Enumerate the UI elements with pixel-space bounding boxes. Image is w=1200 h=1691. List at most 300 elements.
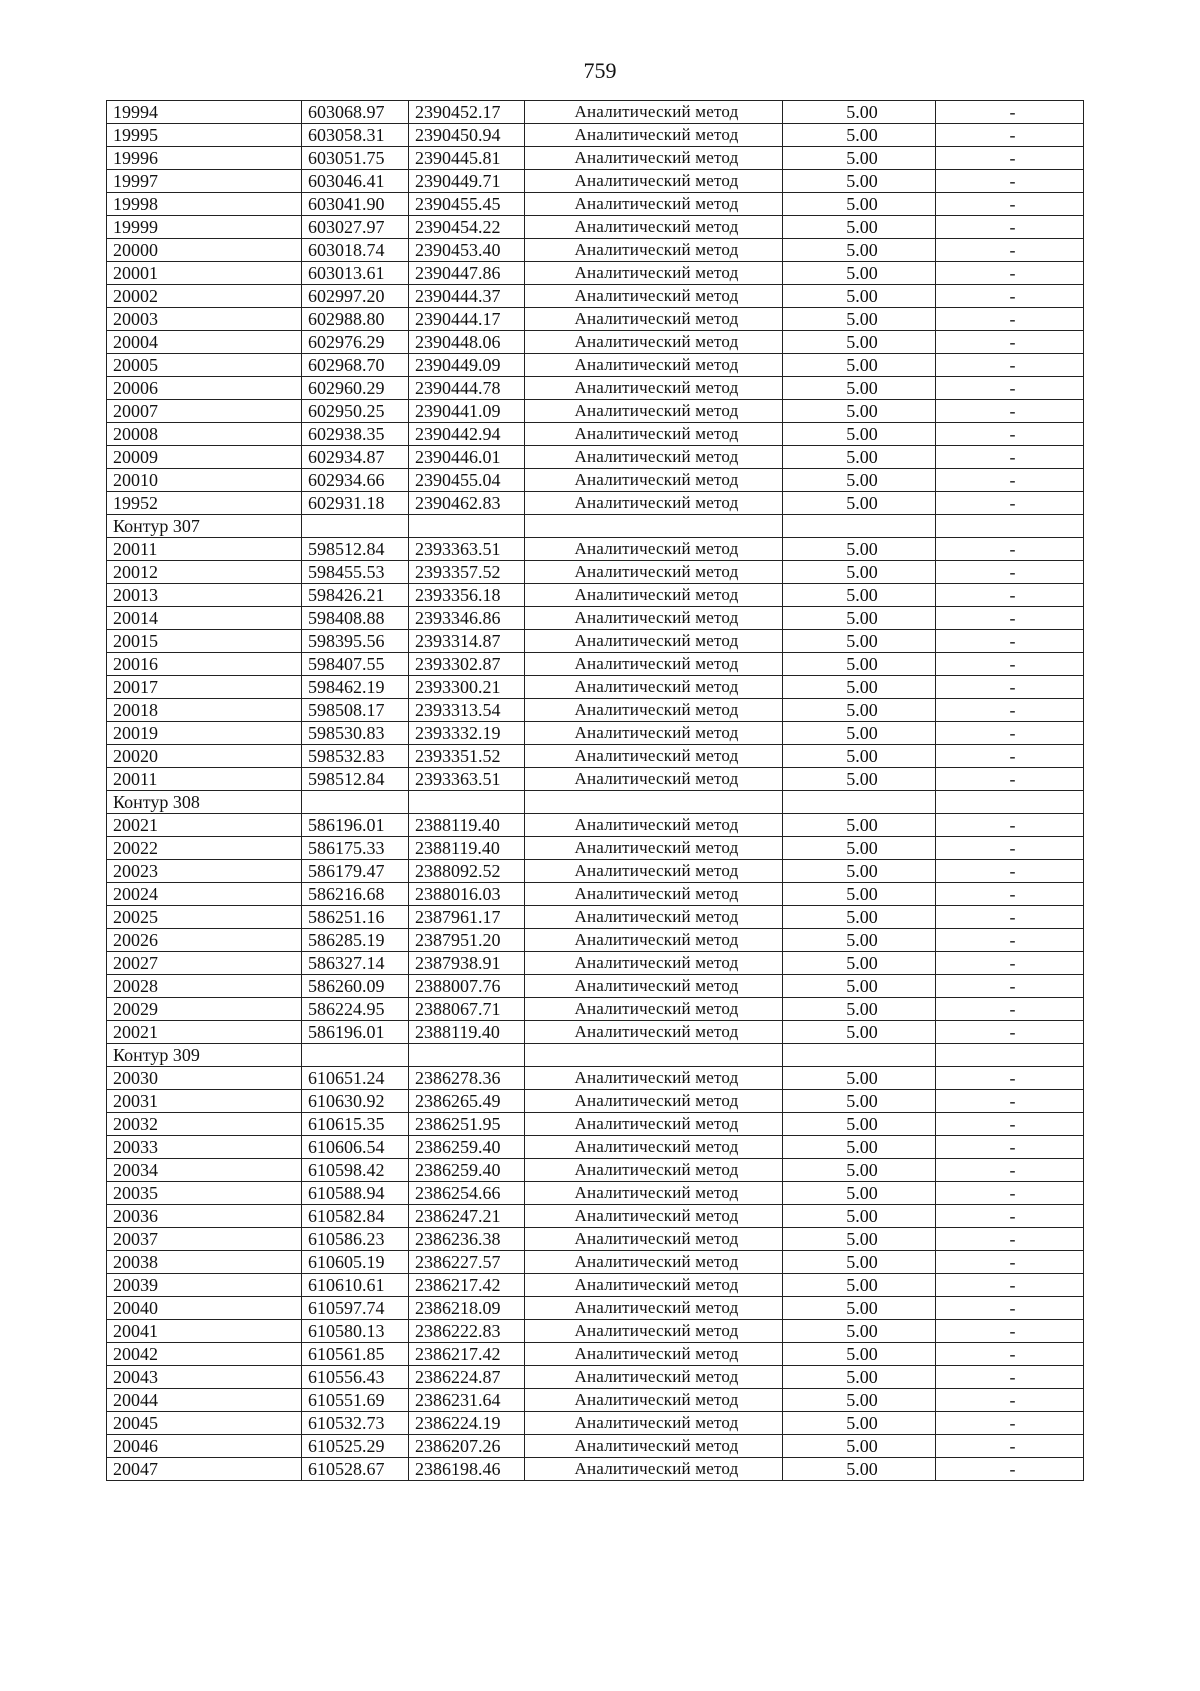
point-id-cell: 20029 bbox=[107, 998, 302, 1021]
point-id-cell: 20038 bbox=[107, 1251, 302, 1274]
precision-cell: 5.00 bbox=[783, 837, 936, 860]
description-cell: - bbox=[936, 1136, 1084, 1159]
y-coordinate-cell: 2386231.64 bbox=[409, 1389, 525, 1412]
point-id-cell: 20009 bbox=[107, 446, 302, 469]
precision-cell: 5.00 bbox=[783, 1113, 936, 1136]
precision-cell bbox=[783, 791, 936, 814]
table-row bbox=[107, 285, 1084, 308]
x-coordinate-cell: 586179.47 bbox=[302, 860, 409, 883]
precision-cell: 5.00 bbox=[783, 745, 936, 768]
y-coordinate-cell: 2390441.09 bbox=[409, 400, 525, 423]
description-cell: - bbox=[936, 653, 1084, 676]
method-cell: Аналитический метод bbox=[525, 469, 783, 492]
precision-cell: 5.00 bbox=[783, 906, 936, 929]
table-row bbox=[107, 676, 1084, 699]
description-cell: - bbox=[936, 1274, 1084, 1297]
description-cell: - bbox=[936, 814, 1084, 837]
point-id-cell: 20024 bbox=[107, 883, 302, 906]
point-id-cell: 20010 bbox=[107, 469, 302, 492]
point-id-cell: 20043 bbox=[107, 1366, 302, 1389]
description-cell: - bbox=[936, 1366, 1084, 1389]
table-row bbox=[107, 216, 1084, 239]
point-id-cell: 19997 bbox=[107, 170, 302, 193]
description-cell: - bbox=[936, 285, 1084, 308]
description-cell: - bbox=[936, 423, 1084, 446]
y-coordinate-cell: 2387938.91 bbox=[409, 952, 525, 975]
method-cell: Аналитический метод bbox=[525, 1297, 783, 1320]
precision-cell: 5.00 bbox=[783, 285, 936, 308]
method-cell: Аналитический метод bbox=[525, 492, 783, 515]
x-coordinate-cell: 603058.31 bbox=[302, 124, 409, 147]
precision-cell: 5.00 bbox=[783, 101, 936, 124]
table-row bbox=[107, 883, 1084, 906]
y-coordinate-cell: 2386227.57 bbox=[409, 1251, 525, 1274]
y-coordinate-cell: 2390444.78 bbox=[409, 377, 525, 400]
x-coordinate-cell: 603013.61 bbox=[302, 262, 409, 285]
description-cell: - bbox=[936, 630, 1084, 653]
x-coordinate-cell: 610651.24 bbox=[302, 1067, 409, 1090]
point-id-cell: 20034 bbox=[107, 1159, 302, 1182]
description-cell: - bbox=[936, 1067, 1084, 1090]
description-cell: - bbox=[936, 584, 1084, 607]
point-id-cell: 19952 bbox=[107, 492, 302, 515]
y-coordinate-cell: 2390454.22 bbox=[409, 216, 525, 239]
description-cell: - bbox=[936, 768, 1084, 791]
method-cell: Аналитический метод bbox=[525, 239, 783, 262]
method-cell bbox=[525, 1044, 783, 1067]
y-coordinate-cell: 2390448.06 bbox=[409, 331, 525, 354]
description-cell bbox=[936, 515, 1084, 538]
precision-cell: 5.00 bbox=[783, 607, 936, 630]
method-cell: Аналитический метод bbox=[525, 193, 783, 216]
method-cell: Аналитический метод bbox=[525, 1182, 783, 1205]
x-coordinate-cell: 610561.85 bbox=[302, 1343, 409, 1366]
precision-cell: 5.00 bbox=[783, 1274, 936, 1297]
precision-cell: 5.00 bbox=[783, 722, 936, 745]
point-id-cell: 20039 bbox=[107, 1274, 302, 1297]
y-coordinate-cell: 2386247.21 bbox=[409, 1205, 525, 1228]
description-cell: - bbox=[936, 446, 1084, 469]
description-cell: - bbox=[936, 860, 1084, 883]
precision-cell: 5.00 bbox=[783, 1435, 936, 1458]
y-coordinate-cell: 2390444.37 bbox=[409, 285, 525, 308]
precision-cell: 5.00 bbox=[783, 1343, 936, 1366]
description-cell: - bbox=[936, 1343, 1084, 1366]
y-coordinate-cell: 2390455.04 bbox=[409, 469, 525, 492]
x-coordinate-cell: 610528.67 bbox=[302, 1458, 409, 1481]
y-coordinate-cell: 2390446.01 bbox=[409, 446, 525, 469]
table-row bbox=[107, 1412, 1084, 1435]
contour-header-row bbox=[107, 1044, 1084, 1067]
table-row bbox=[107, 400, 1084, 423]
table-row bbox=[107, 607, 1084, 630]
x-coordinate-cell: 602950.25 bbox=[302, 400, 409, 423]
method-cell: Аналитический метод bbox=[525, 1067, 783, 1090]
method-cell bbox=[525, 515, 783, 538]
method-cell: Аналитический метод bbox=[525, 423, 783, 446]
point-id-cell: 20015 bbox=[107, 630, 302, 653]
description-cell: - bbox=[936, 1113, 1084, 1136]
description-cell: - bbox=[936, 1159, 1084, 1182]
y-coordinate-cell: 2386236.38 bbox=[409, 1228, 525, 1251]
y-coordinate-cell: 2393363.51 bbox=[409, 538, 525, 561]
method-cell: Аналитический метод bbox=[525, 653, 783, 676]
method-cell: Аналитический метод bbox=[525, 1205, 783, 1228]
table-row bbox=[107, 1113, 1084, 1136]
description-cell: - bbox=[936, 676, 1084, 699]
y-coordinate-cell: 2390453.40 bbox=[409, 239, 525, 262]
table-row bbox=[107, 1435, 1084, 1458]
x-coordinate-cell: 602968.70 bbox=[302, 354, 409, 377]
precision-cell: 5.00 bbox=[783, 492, 936, 515]
description-cell: - bbox=[936, 377, 1084, 400]
table-row bbox=[107, 1205, 1084, 1228]
method-cell: Аналитический метод bbox=[525, 1435, 783, 1458]
precision-cell: 5.00 bbox=[783, 469, 936, 492]
description-cell: - bbox=[936, 239, 1084, 262]
method-cell: Аналитический метод bbox=[525, 929, 783, 952]
point-id-cell: 19999 bbox=[107, 216, 302, 239]
x-coordinate-cell: 598455.53 bbox=[302, 561, 409, 584]
point-id-cell: 20035 bbox=[107, 1182, 302, 1205]
method-cell: Аналитический метод bbox=[525, 1389, 783, 1412]
precision-cell: 5.00 bbox=[783, 883, 936, 906]
point-id-cell: 20011 bbox=[107, 538, 302, 561]
x-coordinate-cell: 586224.95 bbox=[302, 998, 409, 1021]
x-coordinate-cell: 602934.87 bbox=[302, 446, 409, 469]
point-id-cell: 20046 bbox=[107, 1435, 302, 1458]
precision-cell: 5.00 bbox=[783, 193, 936, 216]
table-row bbox=[107, 722, 1084, 745]
description-cell: - bbox=[936, 1228, 1084, 1251]
x-coordinate-cell: 603041.90 bbox=[302, 193, 409, 216]
table-row bbox=[107, 1182, 1084, 1205]
point-id-cell: 19998 bbox=[107, 193, 302, 216]
precision-cell: 5.00 bbox=[783, 1159, 936, 1182]
precision-cell: 5.00 bbox=[783, 1067, 936, 1090]
description-cell: - bbox=[936, 469, 1084, 492]
point-id-cell: 20026 bbox=[107, 929, 302, 952]
precision-cell: 5.00 bbox=[783, 239, 936, 262]
x-coordinate-cell: 598462.19 bbox=[302, 676, 409, 699]
method-cell: Аналитический метод bbox=[525, 1343, 783, 1366]
method-cell: Аналитический метод bbox=[525, 446, 783, 469]
y-coordinate-cell: 2393357.52 bbox=[409, 561, 525, 584]
point-id-cell: Контур 309 bbox=[107, 1044, 302, 1067]
precision-cell: 5.00 bbox=[783, 377, 936, 400]
precision-cell: 5.00 bbox=[783, 308, 936, 331]
precision-cell: 5.00 bbox=[783, 216, 936, 239]
description-cell: - bbox=[936, 331, 1084, 354]
x-coordinate-cell: 610582.84 bbox=[302, 1205, 409, 1228]
precision-cell: 5.00 bbox=[783, 768, 936, 791]
precision-cell: 5.00 bbox=[783, 1090, 936, 1113]
point-id-cell: 20028 bbox=[107, 975, 302, 998]
method-cell: Аналитический метод bbox=[525, 768, 783, 791]
point-id-cell: 20003 bbox=[107, 308, 302, 331]
x-coordinate-cell: 598407.55 bbox=[302, 653, 409, 676]
y-coordinate-cell: 2386278.36 bbox=[409, 1067, 525, 1090]
point-id-cell: 20047 bbox=[107, 1458, 302, 1481]
table-row bbox=[107, 193, 1084, 216]
method-cell: Аналитический метод bbox=[525, 745, 783, 768]
description-cell: - bbox=[936, 699, 1084, 722]
x-coordinate-cell: 610630.92 bbox=[302, 1090, 409, 1113]
precision-cell: 5.00 bbox=[783, 170, 936, 193]
table-row bbox=[107, 1320, 1084, 1343]
precision-cell: 5.00 bbox=[783, 1389, 936, 1412]
table-row bbox=[107, 331, 1084, 354]
method-cell: Аналитический метод bbox=[525, 814, 783, 837]
x-coordinate-cell: 598426.21 bbox=[302, 584, 409, 607]
method-cell: Аналитический метод bbox=[525, 124, 783, 147]
precision-cell: 5.00 bbox=[783, 446, 936, 469]
point-id-cell: 20020 bbox=[107, 745, 302, 768]
table-row bbox=[107, 147, 1084, 170]
point-id-cell: 20036 bbox=[107, 1205, 302, 1228]
table-row bbox=[107, 262, 1084, 285]
y-coordinate-cell: 2390442.94 bbox=[409, 423, 525, 446]
point-id-cell: 20032 bbox=[107, 1113, 302, 1136]
x-coordinate-cell: 610610.61 bbox=[302, 1274, 409, 1297]
table-row bbox=[107, 630, 1084, 653]
point-id-cell: 19996 bbox=[107, 147, 302, 170]
point-id-cell: 20025 bbox=[107, 906, 302, 929]
y-coordinate-cell: 2393300.21 bbox=[409, 676, 525, 699]
y-coordinate-cell: 2390450.94 bbox=[409, 124, 525, 147]
point-id-cell: 20006 bbox=[107, 377, 302, 400]
x-coordinate-cell: 598512.84 bbox=[302, 768, 409, 791]
point-id-cell: 20040 bbox=[107, 1297, 302, 1320]
y-coordinate-cell: 2390455.45 bbox=[409, 193, 525, 216]
table-row bbox=[107, 584, 1084, 607]
point-id-cell: 20022 bbox=[107, 837, 302, 860]
x-coordinate-cell: 598530.83 bbox=[302, 722, 409, 745]
table-row bbox=[107, 446, 1084, 469]
precision-cell: 5.00 bbox=[783, 1182, 936, 1205]
x-coordinate-cell: 603051.75 bbox=[302, 147, 409, 170]
method-cell: Аналитический метод bbox=[525, 906, 783, 929]
precision-cell: 5.00 bbox=[783, 952, 936, 975]
x-coordinate-cell: 603046.41 bbox=[302, 170, 409, 193]
method-cell bbox=[525, 791, 783, 814]
x-coordinate-cell: 602960.29 bbox=[302, 377, 409, 400]
y-coordinate-cell: 2388067.71 bbox=[409, 998, 525, 1021]
y-coordinate-cell: 2390452.17 bbox=[409, 101, 525, 124]
method-cell: Аналитический метод bbox=[525, 952, 783, 975]
precision-cell: 5.00 bbox=[783, 630, 936, 653]
point-id-cell: Контур 308 bbox=[107, 791, 302, 814]
point-id-cell: 20016 bbox=[107, 653, 302, 676]
description-cell: - bbox=[936, 975, 1084, 998]
description-cell bbox=[936, 791, 1084, 814]
table-row bbox=[107, 1067, 1084, 1090]
point-id-cell: 20023 bbox=[107, 860, 302, 883]
y-coordinate-cell: 2388119.40 bbox=[409, 1021, 525, 1044]
y-coordinate-cell: 2393351.52 bbox=[409, 745, 525, 768]
y-coordinate-cell: 2390449.71 bbox=[409, 170, 525, 193]
x-coordinate-cell: 598512.84 bbox=[302, 538, 409, 561]
x-coordinate-cell: 610598.42 bbox=[302, 1159, 409, 1182]
x-coordinate-cell: 610588.94 bbox=[302, 1182, 409, 1205]
method-cell: Аналитический метод bbox=[525, 1136, 783, 1159]
x-coordinate-cell: 610615.35 bbox=[302, 1113, 409, 1136]
point-id-cell: 20041 bbox=[107, 1320, 302, 1343]
method-cell: Аналитический метод bbox=[525, 699, 783, 722]
x-coordinate-cell: 603027.97 bbox=[302, 216, 409, 239]
method-cell: Аналитический метод bbox=[525, 354, 783, 377]
precision-cell: 5.00 bbox=[783, 860, 936, 883]
precision-cell: 5.00 bbox=[783, 1021, 936, 1044]
method-cell: Аналитический метод bbox=[525, 607, 783, 630]
x-coordinate-cell: 602976.29 bbox=[302, 331, 409, 354]
method-cell: Аналитический метод bbox=[525, 1159, 783, 1182]
contour-header-row bbox=[107, 791, 1084, 814]
table-row bbox=[107, 1228, 1084, 1251]
table-row bbox=[107, 1297, 1084, 1320]
description-cell: - bbox=[936, 745, 1084, 768]
point-id-cell: 20004 bbox=[107, 331, 302, 354]
y-coordinate-cell bbox=[409, 515, 525, 538]
point-id-cell: 20017 bbox=[107, 676, 302, 699]
description-cell: - bbox=[936, 607, 1084, 630]
method-cell: Аналитический метод bbox=[525, 538, 783, 561]
x-coordinate-cell: 602988.80 bbox=[302, 308, 409, 331]
method-cell: Аналитический метод bbox=[525, 1090, 783, 1113]
y-coordinate-cell: 2386265.49 bbox=[409, 1090, 525, 1113]
table-row bbox=[107, 1090, 1084, 1113]
y-coordinate-cell: 2390444.17 bbox=[409, 308, 525, 331]
contour-header-row bbox=[107, 515, 1084, 538]
precision-cell bbox=[783, 1044, 936, 1067]
table-row bbox=[107, 170, 1084, 193]
precision-cell: 5.00 bbox=[783, 814, 936, 837]
method-cell: Аналитический метод bbox=[525, 147, 783, 170]
x-coordinate-cell: 610532.73 bbox=[302, 1412, 409, 1435]
point-id-cell: 20033 bbox=[107, 1136, 302, 1159]
description-cell: - bbox=[936, 952, 1084, 975]
description-cell: - bbox=[936, 400, 1084, 423]
x-coordinate-cell: 598532.83 bbox=[302, 745, 409, 768]
table-row bbox=[107, 469, 1084, 492]
point-id-cell: 20044 bbox=[107, 1389, 302, 1412]
y-coordinate-cell bbox=[409, 1044, 525, 1067]
method-cell: Аналитический метод bbox=[525, 308, 783, 331]
description-cell: - bbox=[936, 1389, 1084, 1412]
point-id-cell: 20019 bbox=[107, 722, 302, 745]
x-coordinate-cell: 610580.13 bbox=[302, 1320, 409, 1343]
table-row bbox=[107, 561, 1084, 584]
point-id-cell: Контур 307 bbox=[107, 515, 302, 538]
y-coordinate-cell bbox=[409, 791, 525, 814]
x-coordinate-cell: 602934.66 bbox=[302, 469, 409, 492]
table-row bbox=[107, 952, 1084, 975]
x-coordinate-cell: 586196.01 bbox=[302, 1021, 409, 1044]
point-id-cell: 20037 bbox=[107, 1228, 302, 1251]
precision-cell: 5.00 bbox=[783, 1136, 936, 1159]
precision-cell: 5.00 bbox=[783, 354, 936, 377]
precision-cell: 5.00 bbox=[783, 676, 936, 699]
y-coordinate-cell: 2387951.20 bbox=[409, 929, 525, 952]
x-coordinate-cell: 610597.74 bbox=[302, 1297, 409, 1320]
x-coordinate-cell: 586285.19 bbox=[302, 929, 409, 952]
table-row bbox=[107, 377, 1084, 400]
method-cell: Аналитический метод bbox=[525, 998, 783, 1021]
description-cell: - bbox=[936, 1251, 1084, 1274]
y-coordinate-cell: 2393346.86 bbox=[409, 607, 525, 630]
method-cell: Аналитический метод bbox=[525, 170, 783, 193]
method-cell: Аналитический метод bbox=[525, 1320, 783, 1343]
table-row bbox=[107, 492, 1084, 515]
method-cell: Аналитический метод bbox=[525, 676, 783, 699]
table-row bbox=[107, 1274, 1084, 1297]
description-cell: - bbox=[936, 538, 1084, 561]
table-row bbox=[107, 814, 1084, 837]
method-cell: Аналитический метод bbox=[525, 101, 783, 124]
x-coordinate-cell: 610605.19 bbox=[302, 1251, 409, 1274]
x-coordinate-cell: 610606.54 bbox=[302, 1136, 409, 1159]
y-coordinate-cell: 2386259.40 bbox=[409, 1136, 525, 1159]
y-coordinate-cell: 2388119.40 bbox=[409, 837, 525, 860]
method-cell: Аналитический метод bbox=[525, 837, 783, 860]
description-cell: - bbox=[936, 561, 1084, 584]
x-coordinate-cell: 598508.17 bbox=[302, 699, 409, 722]
point-id-cell: 20002 bbox=[107, 285, 302, 308]
precision-cell: 5.00 bbox=[783, 1251, 936, 1274]
method-cell: Аналитический метод bbox=[525, 1458, 783, 1481]
method-cell: Аналитический метод bbox=[525, 1366, 783, 1389]
x-coordinate-cell bbox=[302, 515, 409, 538]
method-cell: Аналитический метод bbox=[525, 860, 783, 883]
method-cell: Аналитический метод bbox=[525, 722, 783, 745]
table-row bbox=[107, 906, 1084, 929]
description-cell: - bbox=[936, 722, 1084, 745]
method-cell: Аналитический метод bbox=[525, 561, 783, 584]
table-row bbox=[107, 1366, 1084, 1389]
precision-cell: 5.00 bbox=[783, 975, 936, 998]
precision-cell: 5.00 bbox=[783, 147, 936, 170]
description-cell: - bbox=[936, 170, 1084, 193]
description-cell: - bbox=[936, 1320, 1084, 1343]
table-row bbox=[107, 860, 1084, 883]
description-cell: - bbox=[936, 101, 1084, 124]
description-cell: - bbox=[936, 1205, 1084, 1228]
description-cell: - bbox=[936, 1412, 1084, 1435]
description-cell: - bbox=[936, 216, 1084, 239]
precision-cell: 5.00 bbox=[783, 699, 936, 722]
y-coordinate-cell: 2386198.46 bbox=[409, 1458, 525, 1481]
description-cell: - bbox=[936, 147, 1084, 170]
x-coordinate-cell: 586327.14 bbox=[302, 952, 409, 975]
table-row bbox=[107, 1251, 1084, 1274]
precision-cell: 5.00 bbox=[783, 124, 936, 147]
precision-cell: 5.00 bbox=[783, 262, 936, 285]
table-row bbox=[107, 423, 1084, 446]
table-row bbox=[107, 1389, 1084, 1412]
x-coordinate-cell: 598408.88 bbox=[302, 607, 409, 630]
table-row bbox=[107, 101, 1084, 124]
point-id-cell: 20042 bbox=[107, 1343, 302, 1366]
table-row bbox=[107, 1136, 1084, 1159]
y-coordinate-cell: 2393332.19 bbox=[409, 722, 525, 745]
point-id-cell: 20027 bbox=[107, 952, 302, 975]
precision-cell: 5.00 bbox=[783, 331, 936, 354]
y-coordinate-cell: 2393313.54 bbox=[409, 699, 525, 722]
y-coordinate-cell: 2387961.17 bbox=[409, 906, 525, 929]
precision-cell: 5.00 bbox=[783, 998, 936, 1021]
x-coordinate-cell: 586216.68 bbox=[302, 883, 409, 906]
precision-cell: 5.00 bbox=[783, 1320, 936, 1343]
